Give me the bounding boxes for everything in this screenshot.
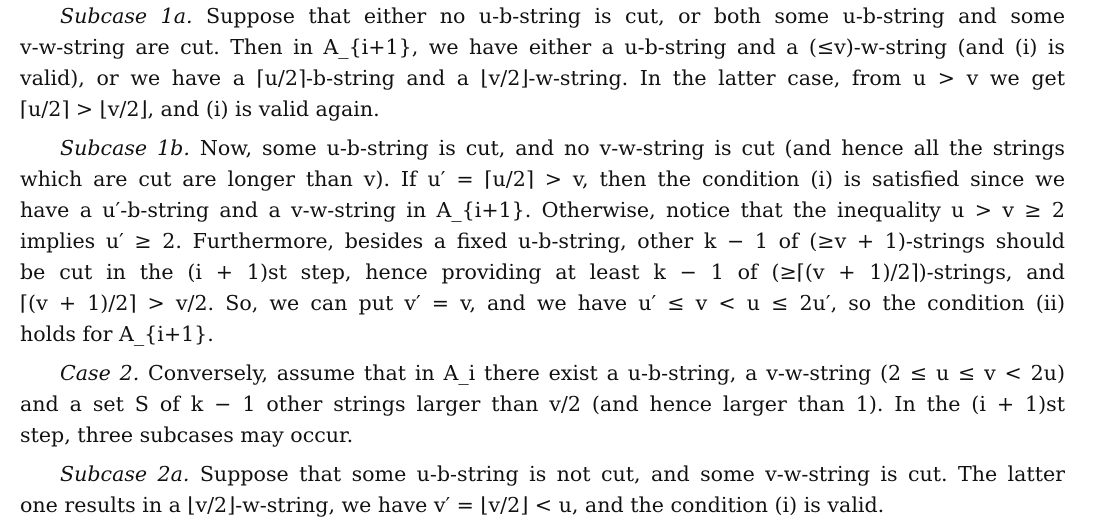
text-line bbox=[60, 133, 1065, 164]
text-line: be cut in the (i + 1)st step, hence providing at least k − 1 of (≥⌈(v + 1)/2⌉)-strings, and bbox=[20, 260, 1065, 284]
text-line: have a u′-b-string and a v-w-string in A_{i+1}. Otherwise, notice that the inequality u > v ≥ 2 bbox=[20, 198, 1065, 222]
paragraph-heading: Subcase 1b. bbox=[60, 136, 190, 160]
text-line: implies u′ ≥ 2. Furthermore, besides a fixed u-b-string, other k − 1 of (≥v + 1)-strings should bbox=[20, 229, 1065, 253]
text-line: step, three subcases may occur. bbox=[20, 423, 354, 447]
text-line: one results in a ⌊v/2⌋-w-string, we have v′ = ⌊v/2⌋ < u, and the condition (i) is valid. bbox=[20, 493, 885, 517]
paragraph-heading: Subcase 1a. bbox=[60, 4, 193, 28]
line-text: Now, some u-b-string is cut, and no v-w-string is cut (and hence all the strings bbox=[189, 136, 1065, 160]
text-line: ⌈u/2⌉ > ⌊v/2⌋, and (i) is valid again. bbox=[20, 97, 380, 121]
line-text: Suppose that some u-b-string is not cut, and some v-w-string is cut. The latter bbox=[189, 462, 1065, 486]
text-line bbox=[60, 459, 1065, 490]
text-line: valid), or we have a ⌈u/2⌉-b-string and a ⌊v/2⌋-w-string. In the latter case, from u > v we get bbox=[20, 66, 1065, 90]
text-line bbox=[60, 1, 1065, 32]
text-line: holds for A_{i+1}. bbox=[20, 322, 214, 346]
line-text: Conversely, assume that in A_i there exist a u-b-string, a v-w-string (2 ≤ u ≤ v < 2u) bbox=[139, 361, 1065, 385]
paragraph-heading: Subcase 2a. bbox=[60, 462, 190, 486]
text-line: ⌈(v + 1)/2⌉ > v/2. So, we can put v′ = v, and we have u′ ≤ v < u ≤ 2u′, so the condition (ii) bbox=[20, 291, 1065, 315]
text-line bbox=[60, 358, 1065, 389]
text-line: which are cut are longer than v). If u′ = ⌈u/2⌉ > v, then the condition (i) is satisfied since we bbox=[20, 167, 1065, 191]
paragraph-heading: Case 2. bbox=[60, 361, 140, 385]
text-line: v-w-string are cut. Then in A_{i+1}, we have either a u-b-string and a (≤v)-w-string (and (i) is bbox=[20, 35, 1065, 59]
line-text: Suppose that either no u-b-string is cut, or both some u-b-string and some bbox=[192, 4, 1066, 28]
text-line: and a set S of k − 1 other strings larger than v/2 (and hence larger than 1). In the (i + 1)st bbox=[20, 392, 1065, 416]
